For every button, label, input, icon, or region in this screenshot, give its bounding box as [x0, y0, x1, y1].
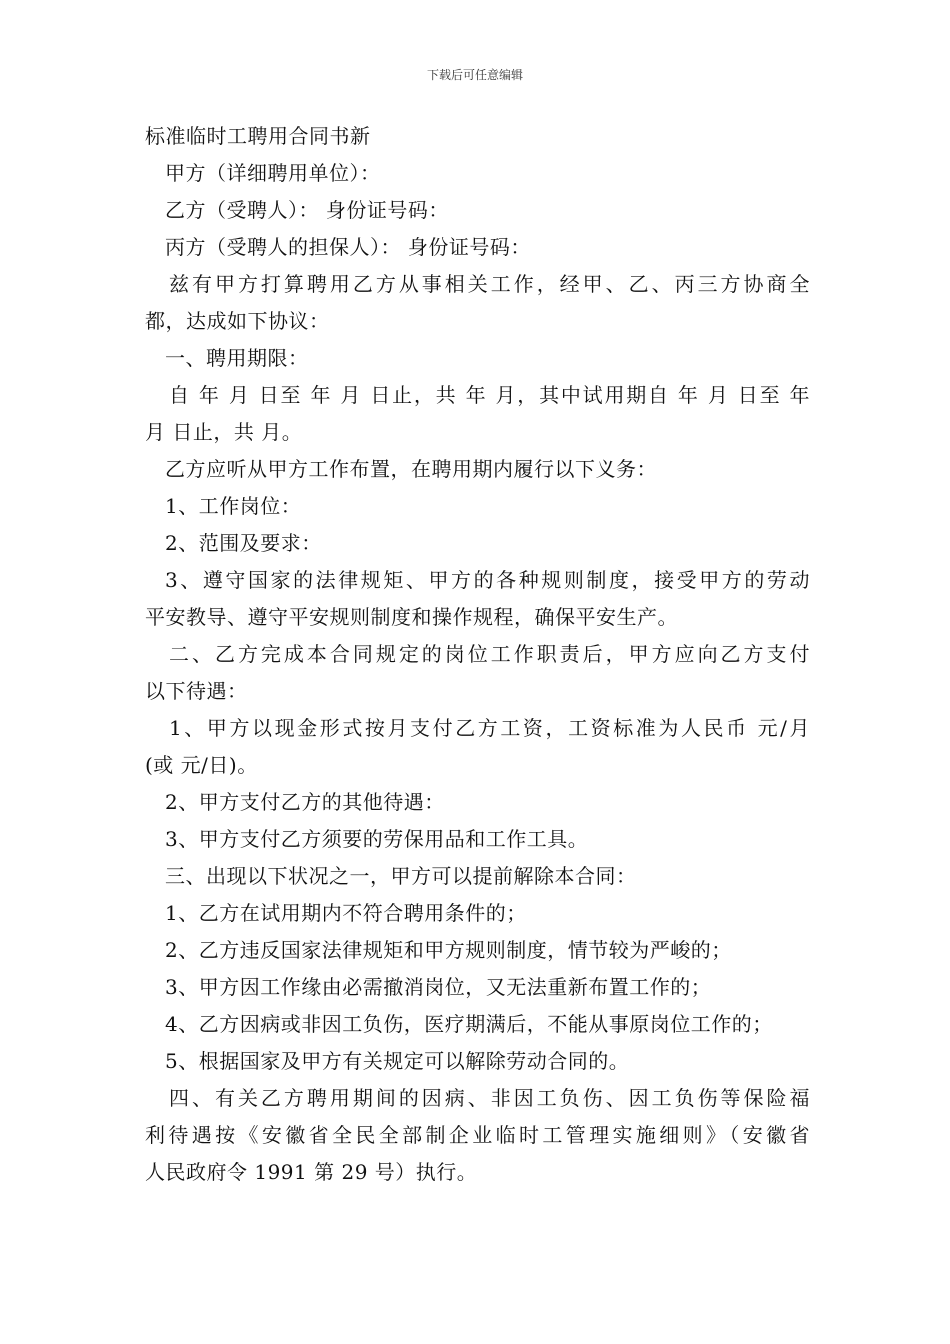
- list-item: 3、甲方支付乙方须要的劳保用品和工作工具。: [165, 827, 589, 851]
- list-item: 3、甲方因工作缘由必需撤消岗位，又无法重新布置工作的；: [165, 975, 712, 999]
- list-item: 3、遵守国家的法律规矩、甲方的各种规则制度，接受甲方的劳动: [165, 568, 810, 592]
- page-header: 下载后可任意编辑: [426, 68, 523, 82]
- paragraph-line: 自 年 月 日至 年 月 日止，共 年 月，其中试用期自 年 月 日至 年: [169, 383, 810, 407]
- paragraph-line: 都，达成如下协议：: [145, 309, 330, 333]
- paragraph-line: 兹有甲方打算聘用乙方从事相关工作，经甲、乙、丙三方协商全: [169, 272, 810, 296]
- list-item: 2、甲方支付乙方的其他待遇：: [165, 790, 445, 814]
- document-title: 标准临时工聘用合同书新: [145, 124, 371, 148]
- list-item: 2、乙方违反国家法律规矩和甲方规则制度，情节较为严峻的；: [165, 938, 732, 962]
- party-c-line: 丙方（受聘人的担保人）： 身份证号码：: [165, 235, 531, 259]
- list-item: 5、根据国家及甲方有关规定可以解除劳动合同的。: [165, 1049, 630, 1073]
- list-item: 2、范围及要求：: [165, 531, 322, 555]
- party-b-line: 乙方（受聘人）： 身份证号码：: [165, 198, 449, 222]
- document-body: [145, 118, 810, 1191]
- party-a-line: 甲方（详细聘用单位）：: [165, 161, 381, 185]
- paragraph-line: 月 日止，共 月。: [145, 420, 303, 444]
- list-item: 1、工作岗位：: [165, 494, 302, 518]
- paragraph-line: (或 元/日)。: [145, 753, 258, 777]
- list-item: 1、乙方在试用期内不符合聘用条件的；: [165, 901, 527, 925]
- section-heading: 三、出现以下状况之一，甲方可以提前解除本合同：: [165, 864, 637, 888]
- paragraph-line: 利待遇按《安徽省全民全部制企业临时工管理实施细则》（安徽省: [145, 1123, 810, 1147]
- section-heading: 二、乙方完成本合同规定的岗位工作职责后，甲方应向乙方支付: [169, 642, 810, 666]
- list-item: 4、乙方因病或非因工负伤，医疗期满后，不能从事原岗位工作的；: [165, 1012, 773, 1036]
- paragraph-line: 乙方应听从甲方工作布置，在聘用期内履行以下义务：: [165, 457, 657, 481]
- paragraph-line: 平安教导、遵守平安规则制度和操作规程，确保平安生产。: [145, 605, 678, 629]
- paragraph-line: 以下待遇：: [145, 679, 248, 703]
- section-heading: 一、聘用期限：: [165, 346, 309, 370]
- list-item: 1、甲方以现金形式按月支付乙方工资，工资标准为人民币 元/月: [169, 716, 810, 740]
- section-heading: 四、有关乙方聘用期间的因病、非因工负伤、因工负伤等保险福: [169, 1086, 810, 1110]
- paragraph-line: 人民政府令 1991 第 29 号）执行。: [145, 1160, 478, 1184]
